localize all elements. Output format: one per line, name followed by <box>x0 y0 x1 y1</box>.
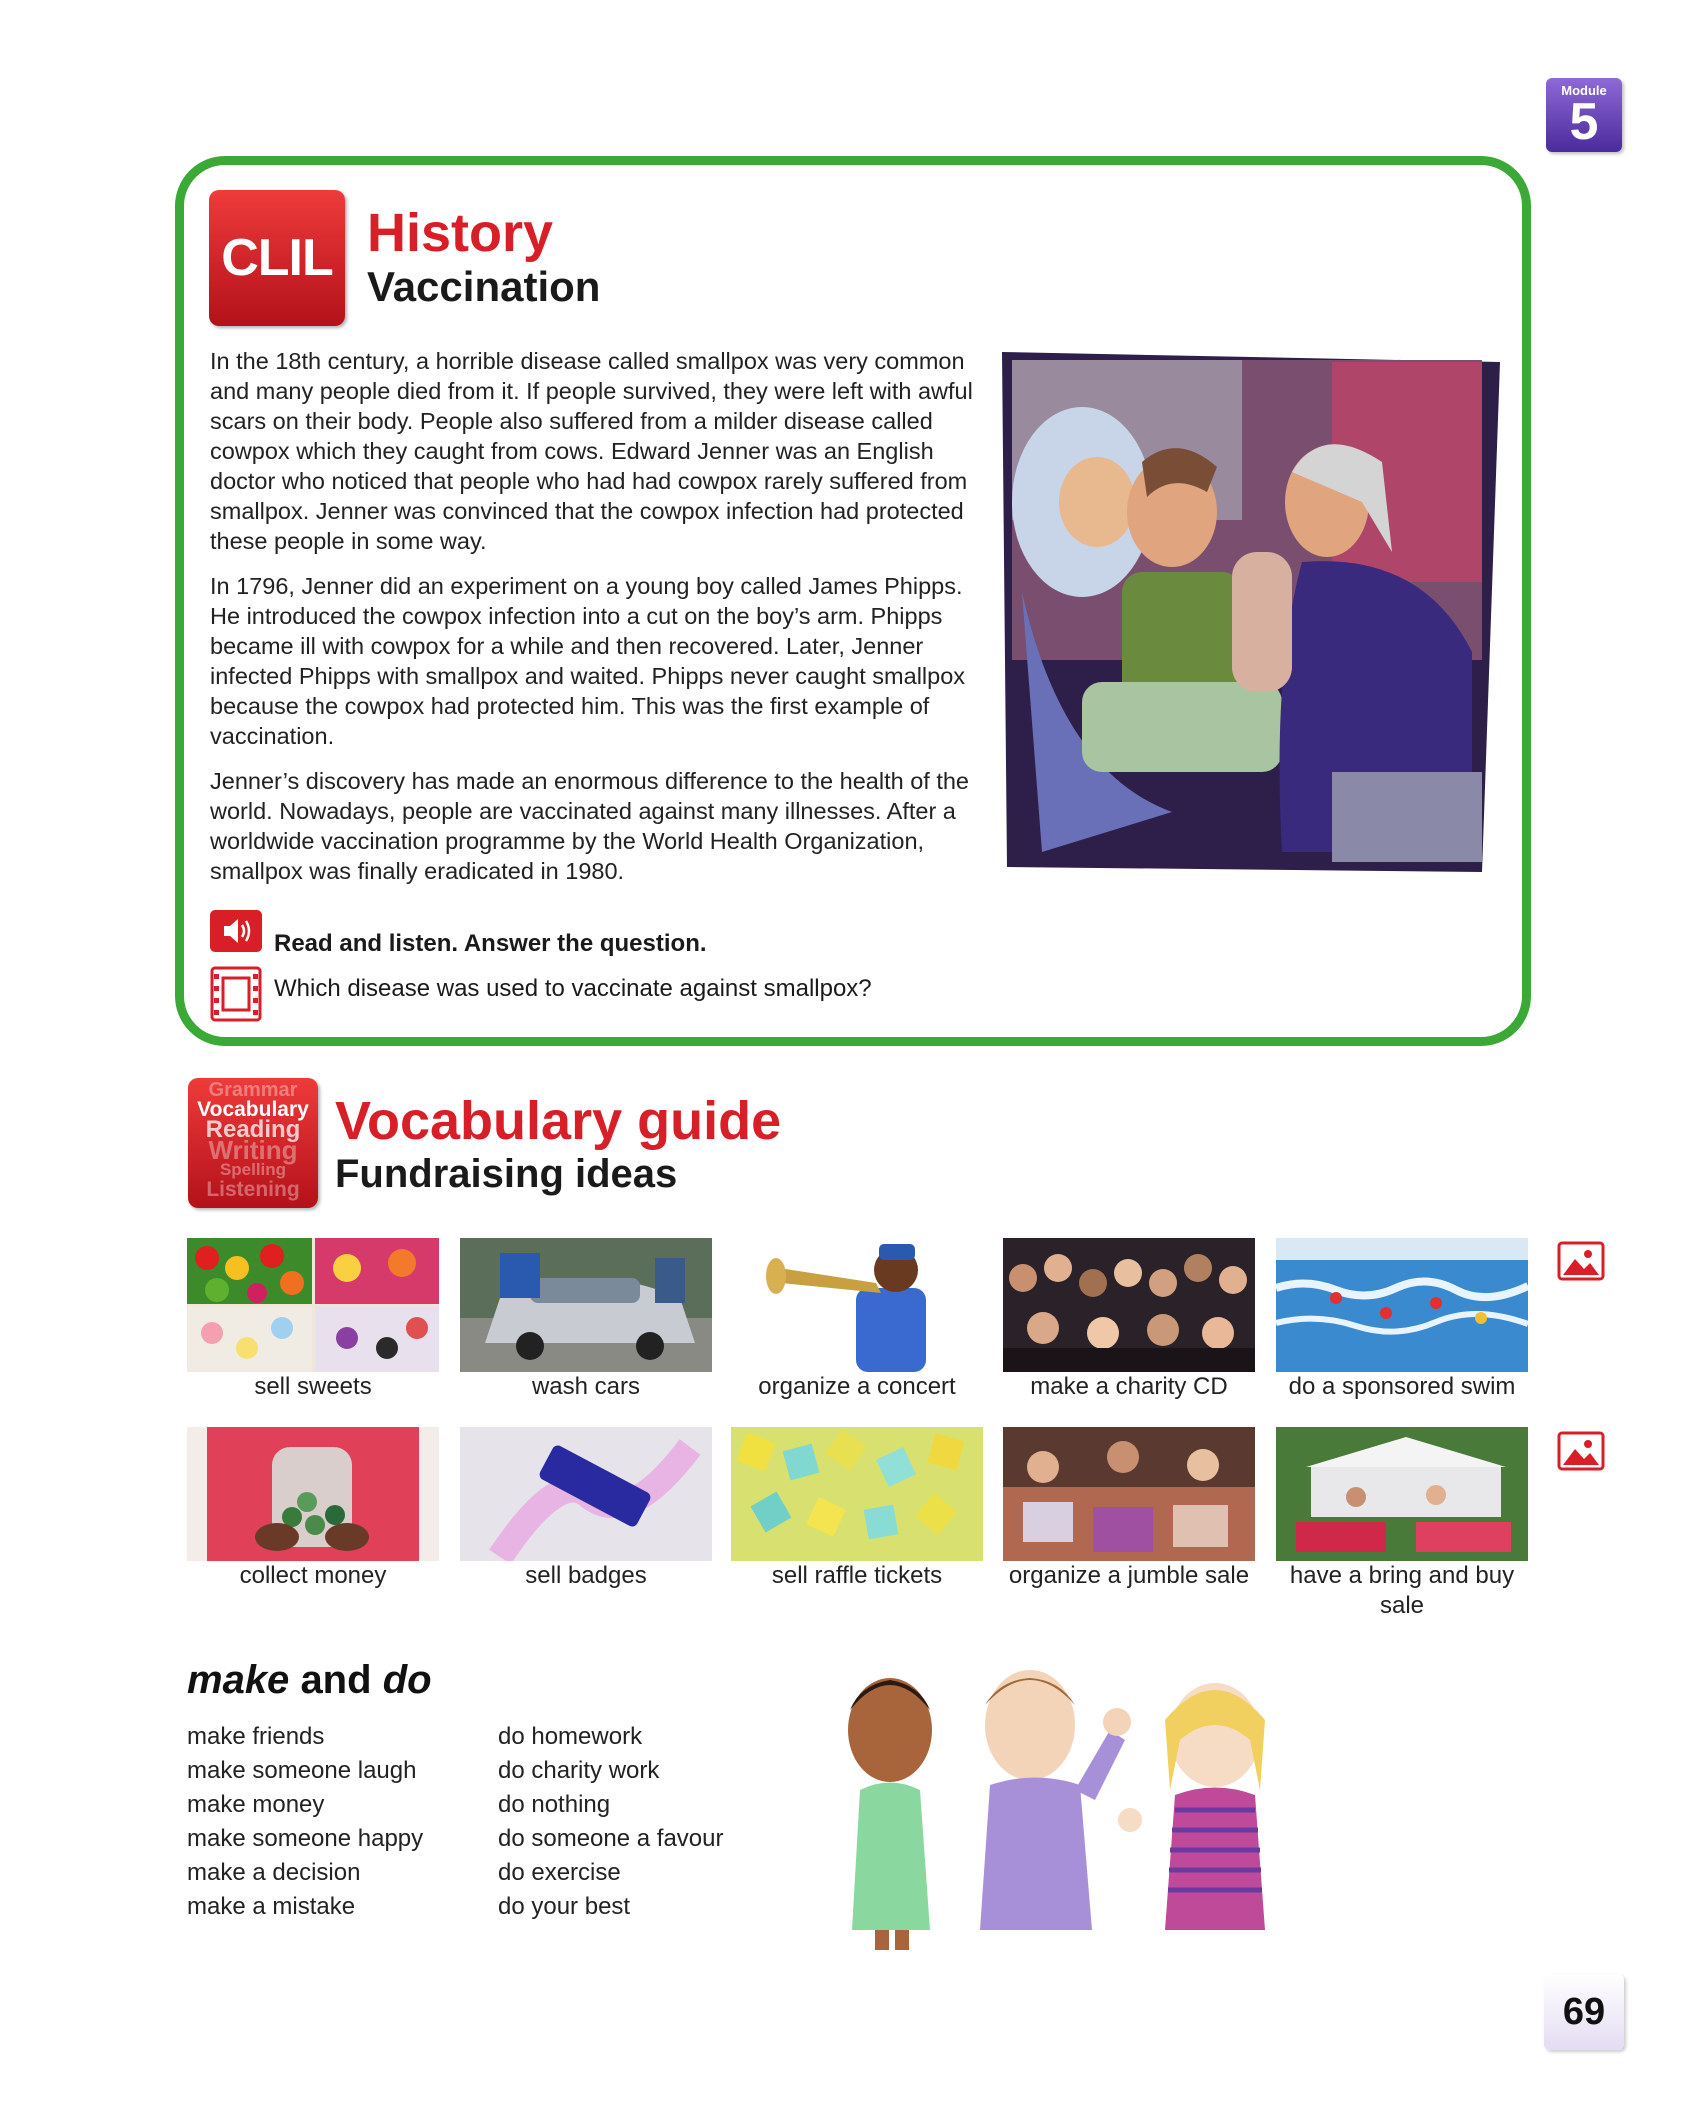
badges-photo <box>460 1427 712 1561</box>
module-number: 5 <box>1569 93 1599 151</box>
raffle-tickets-photo <box>731 1427 983 1561</box>
instruction: Read and listen. Answer the question. <box>274 930 707 957</box>
vocabulary-title: Vocabulary guide <box>335 1091 782 1151</box>
badge-word-spelling: Spelling <box>219 1160 287 1179</box>
vocabulary-subtitle: Fundraising ideas <box>335 1152 678 1196</box>
do-item: do nothing <box>498 1791 611 1818</box>
make-and-do-title <box>187 1656 432 1704</box>
gallery-icon[interactable] <box>1557 1431 1605 1471</box>
collect-money-photo <box>187 1427 439 1561</box>
badge-word-grammar: Grammar <box>208 1079 298 1101</box>
children-illustration <box>820 1650 1360 1950</box>
reading-text <box>210 346 990 901</box>
do-item: do your best <box>498 1893 631 1920</box>
caption-bring-and-buy-sale: have a bring and buy sale <box>1289 1562 1515 1619</box>
make-item: make someone laugh <box>187 1757 417 1784</box>
title-make: make <box>187 1658 290 1702</box>
sweets-photo <box>187 1238 439 1372</box>
do-item: do someone a favour <box>498 1825 724 1852</box>
module-tab <box>1546 78 1622 152</box>
wash-cars-photo <box>460 1238 712 1372</box>
do-list <box>498 1720 723 1924</box>
caption-sell-sweets: sell sweets <box>254 1373 372 1400</box>
make-item: make a mistake <box>187 1893 356 1920</box>
make-item: make money <box>187 1791 325 1818</box>
paragraph-3: Jenner’s discovery has made an enormous difference to the health of the world. Nowadays, people are vaccinated against many illnesses. After a worldwide vaccination programme by the World Health Organization, smallpox was finally eradicated in 1980. <box>210 768 969 884</box>
make-list <box>187 1720 423 1924</box>
vocabulary-badge <box>188 1078 318 1208</box>
gallery-icon[interactable] <box>1557 1241 1605 1281</box>
make-item: make friends <box>187 1723 325 1750</box>
caption-jumble-sale: organize a jumble sale <box>1008 1562 1250 1589</box>
do-item: do exercise <box>498 1859 621 1886</box>
page-number: 69 <box>1544 1974 1624 2050</box>
clil-title: History <box>367 203 554 263</box>
clil-badge: CLIL <box>209 190 345 326</box>
clil-subtitle: Vaccination <box>367 263 601 310</box>
do-item: do homework <box>498 1723 643 1750</box>
badge-word-reading: Reading <box>205 1116 301 1143</box>
caption-sell-badges: sell badges <box>525 1562 647 1589</box>
charity-cd-photo <box>1003 1238 1255 1372</box>
title-do: do <box>382 1658 432 1702</box>
make-item: make someone happy <box>187 1825 424 1852</box>
do-item: do charity work <box>498 1757 660 1784</box>
sponsored-swim-photo <box>1276 1238 1528 1372</box>
caption-charity-cd: make a charity CD <box>1030 1373 1228 1400</box>
badge-word-vocabulary: Vocabulary <box>197 1098 309 1121</box>
caption-organize-concert: organize a concert <box>758 1373 956 1400</box>
caption-collect-money: collect money <box>239 1562 387 1589</box>
jumble-sale-photo <box>1003 1427 1255 1561</box>
audio-icon[interactable] <box>210 910 262 952</box>
bring-and-buy-photo <box>1276 1427 1528 1561</box>
badge-word-listening: Listening <box>206 1178 300 1201</box>
title-and: and <box>300 1658 372 1702</box>
jenner-vaccination-illustration <box>1002 352 1500 872</box>
paragraph-1: In the 18th century, a horrible disease called smallpox was very common and many people died from it. If people survived, they were left with awful scars on their body. People also suffered from a milder disease called cowpox which they caught from cows. Edward Jenner was an English doctor who noticed that people who had had cowpox rarely suffered from smallpox. Jenner was convinced that the cowpox infection had protected these people in some way. <box>210 348 973 554</box>
badge-word-writing: Writing <box>208 1135 298 1165</box>
caption-sponsored-swim: do a sponsored swim <box>1288 1373 1516 1400</box>
question: Which disease was used to vaccinate against smallpox? <box>274 975 872 1002</box>
video-icon[interactable] <box>210 966 262 1022</box>
paragraph-2: In 1796, Jenner did an experiment on a young boy called James Phipps. He introduced the cowpox infection into a cut on the boy’s arm. Phipps became ill with cowpox for a while and then recovered. Later, Jenner infected Phipps with smallpox and waited. Phipps never caught smallpox because the cowpox had protected him. This was the first example of vaccination. <box>210 573 966 749</box>
caption-raffle-tickets: sell raffle tickets <box>771 1562 943 1589</box>
concert-photo <box>731 1238 983 1372</box>
caption-wash-cars: wash cars <box>531 1373 641 1400</box>
module-label: Module <box>1561 83 1607 98</box>
make-item: make a decision <box>187 1859 361 1886</box>
